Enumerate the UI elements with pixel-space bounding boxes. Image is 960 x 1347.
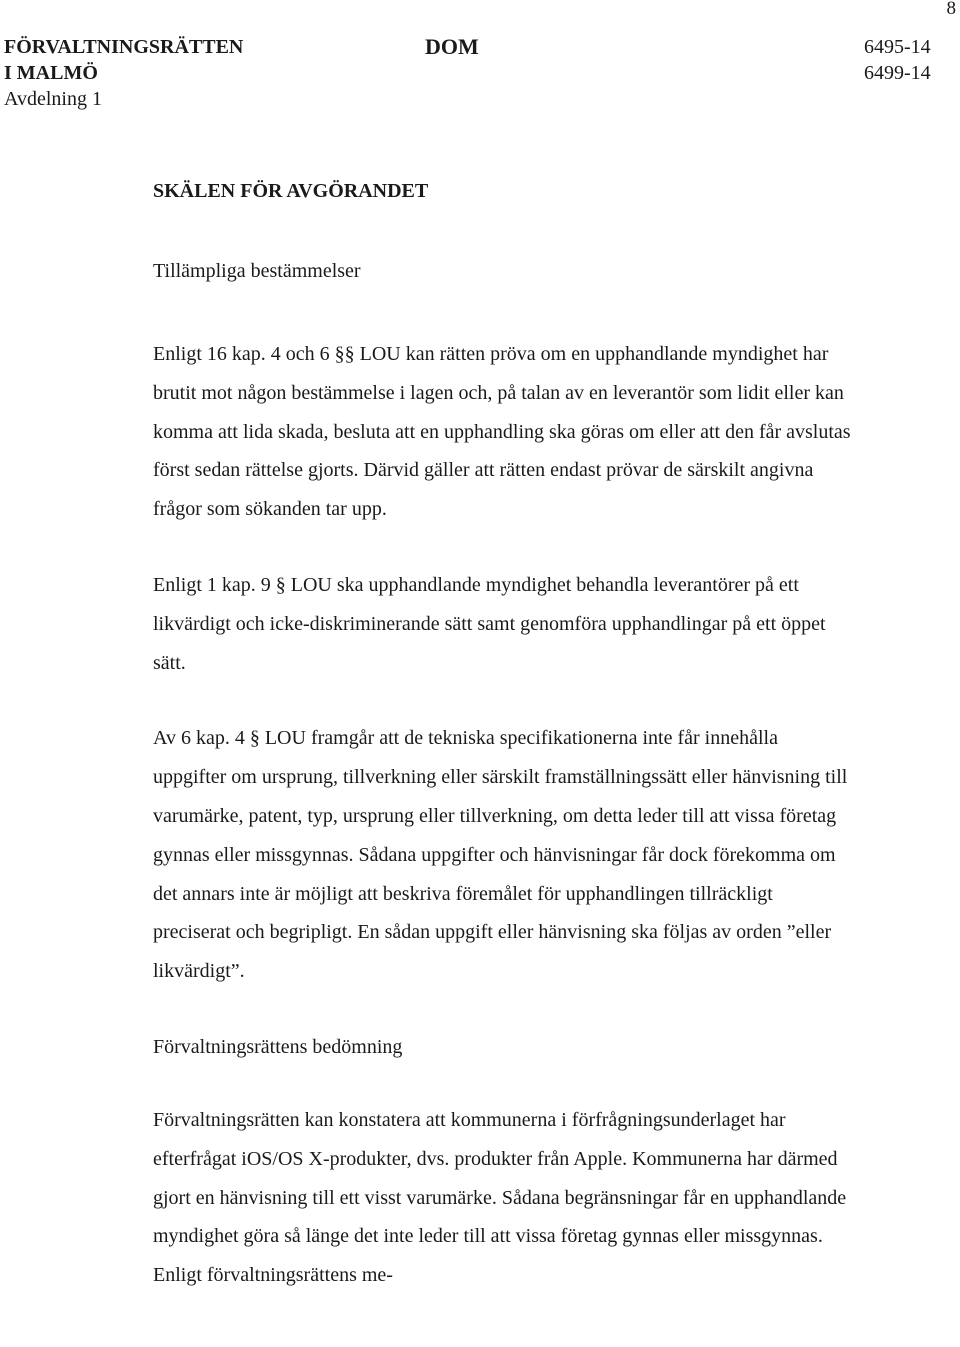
paragraph-1: Enligt 16 kap. 4 och 6 §§ LOU kan rätten pröva om en upphandlande myndighet har brutit mot någon bestämmelse i lagen och, på talan av en leverantör som lidit eller kan komma att lida skada, besluta att en upphandling ska göras om eller att den får avslutas först sedan rättelse gjorts. Därvid gäller att rätten endast prövar de särskilt angivna frågor som sökanden tar upp. (153, 343, 851, 521)
paragraph-3: Av 6 kap. 4 § LOU framgår att de tekniska specifikationerna inte får innehålla uppgifter om ursprung, tillverkning eller särskilt framställningssätt eller hänvisning till varumärke, patent, typ, ursprung eller tillverkning, om detta leder till att vissa företag gynnas eller missgynnas. Sådana uppgifter och hänvisningar får dock förekomma om det annars inte är möjligt att beskriva föremålet för upphandlingen tillräckligt preciserat och begripligt. En sådan uppgift eller hänvisning ska följas av orden ”eller likvärdigt”. (153, 727, 848, 983)
court-name-line1: FÖRVALTNINGSRÄTTEN (4, 36, 244, 58)
document-type: DOM (425, 34, 479, 59)
page-number: 8 (946, 0, 956, 19)
section-title: SKÄLEN FÖR AVGÖRANDET (153, 180, 429, 202)
court-division: Avdelning 1 (4, 88, 102, 110)
case-number-1: 6495-14 (864, 36, 931, 58)
heading-court-assessment: Förvaltningsrättens bedömning (153, 1035, 403, 1058)
case-number-2: 6499-14 (864, 62, 931, 84)
heading-applicable-provisions: Tillämpliga bestämmelser (153, 260, 361, 282)
paragraph-2: Enligt 1 kap. 9 § LOU ska upphandlande myndighet behandla leverantörer på ett likvärdigt och icke-diskriminerande sätt samt genomföra upphandlingar på ett öppet sätt. (153, 573, 826, 674)
court-name (4, 34, 243, 86)
paragraph-4: Förvaltningsrätten kan konstatera att kommunerna i förfrågningsunderlaget har efterfrågat iOS/OS X-produkter, dvs. produkter från Apple. Kommunerna har därmed gjort en hänvisning till ett visst varumärke. Sådana begränsningar får en upphandlande myndighet göra så länge det inte leder till att vissa företag gynnas eller missgynnas. Enligt förvaltningsrättens me- (153, 1108, 847, 1287)
court-name-line2: I MALMÖ (4, 62, 98, 84)
document-body (153, 177, 853, 1295)
case-numbers (864, 34, 931, 86)
